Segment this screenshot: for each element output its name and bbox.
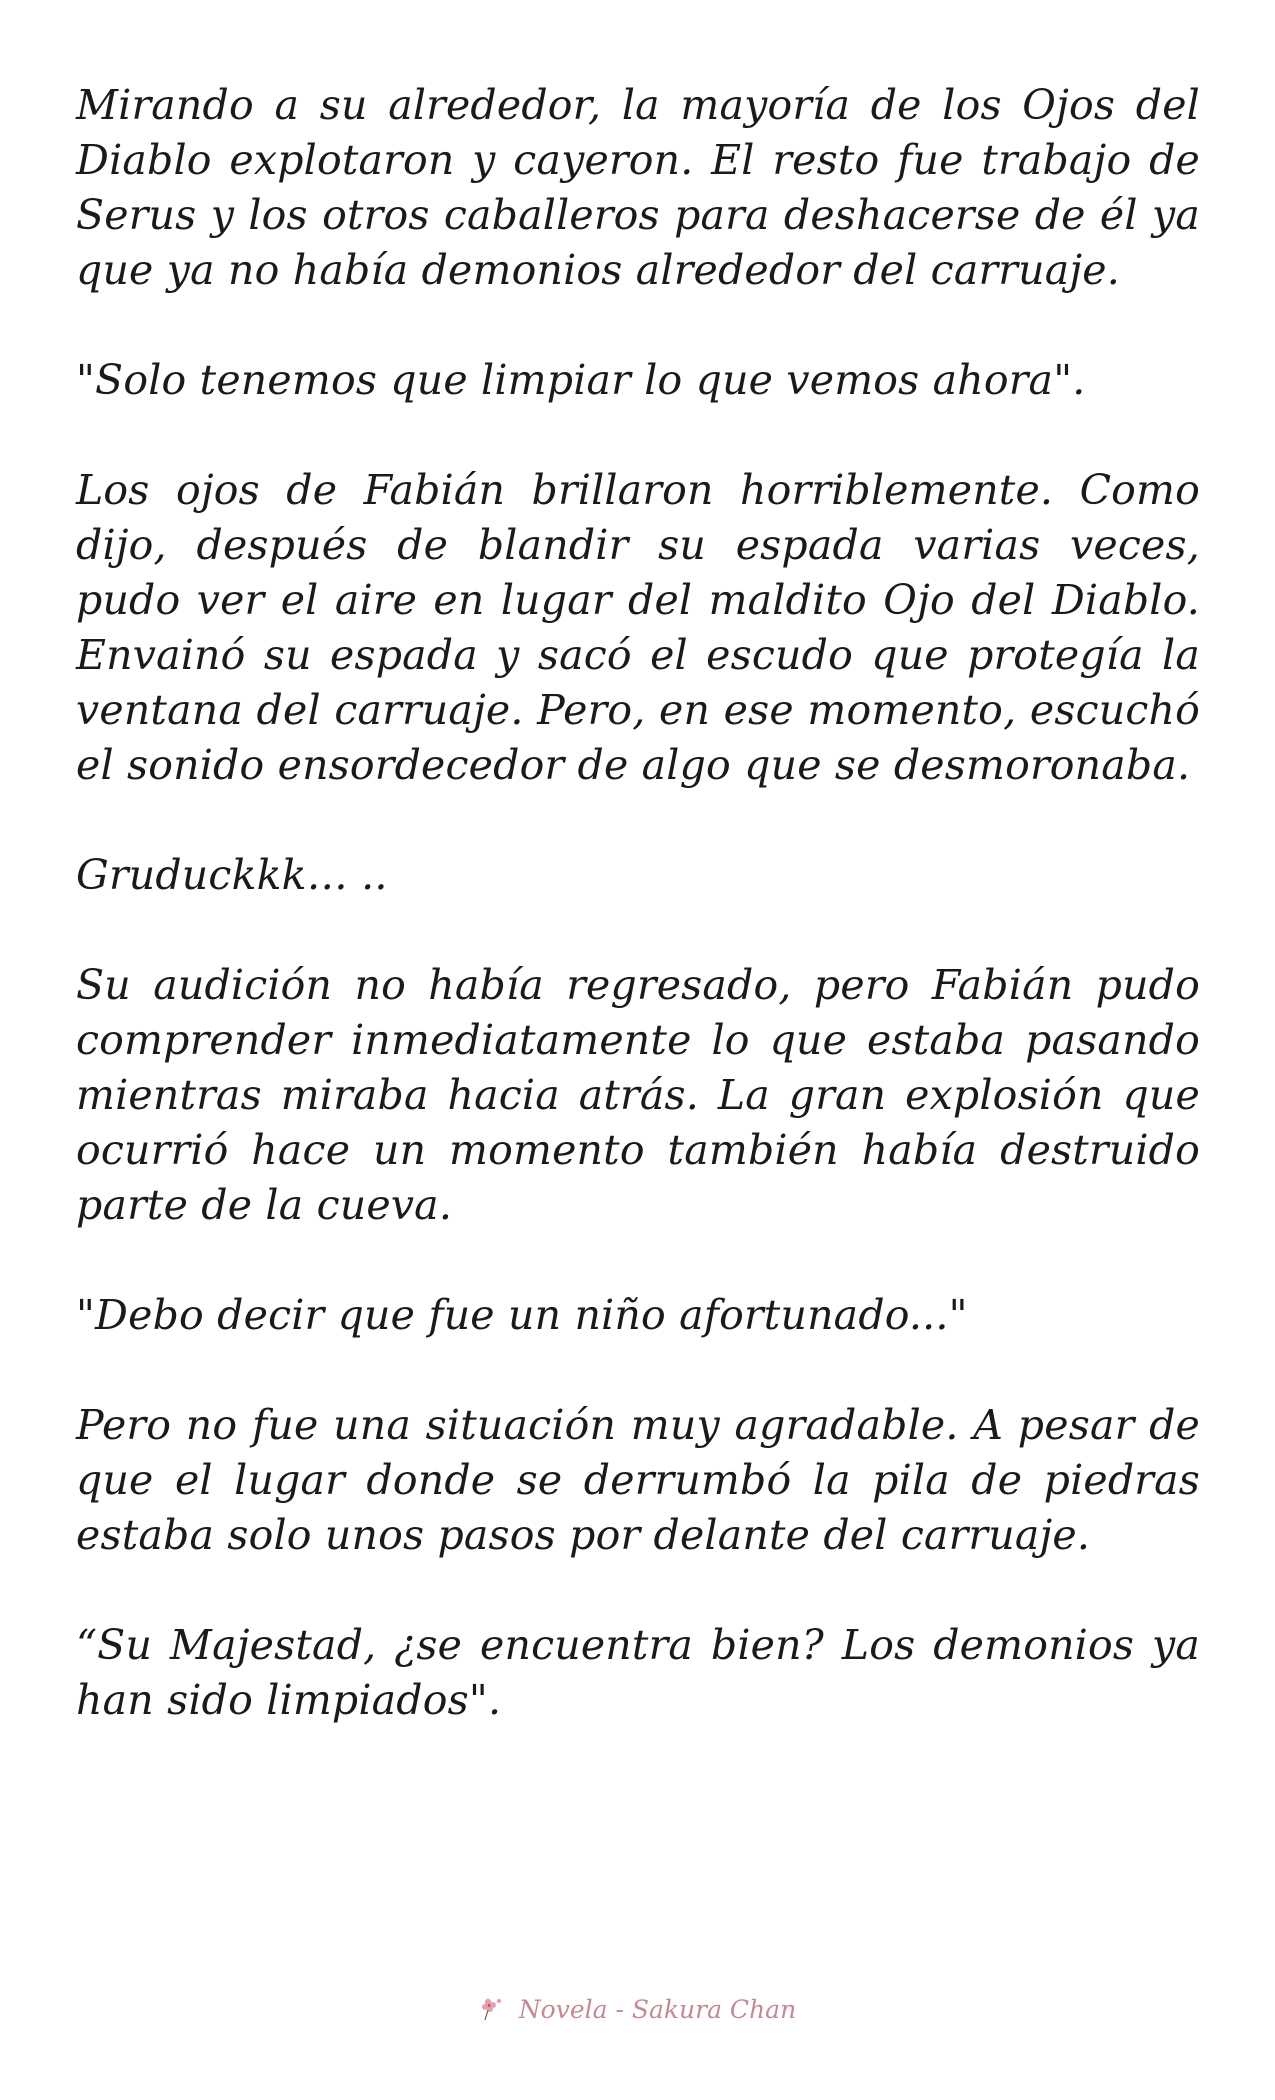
watermark — [0, 1995, 1275, 2024]
paragraph-7: Pero no fue una situación muy agradable. A pesar de que el lugar donde se derrumbó la pila de piedras estaba solo unos pasos por delante del carruaje. — [76, 1401, 1200, 1559]
paragraph-5: Su audición no había regresado, pero Fabián pudo comprender inmediatamente lo que estaba pasando mientras miraba hacia atrás. La gran explosión que ocurrió hace un momento también había destruido parte de la cueva. — [76, 961, 1200, 1229]
paragraph-8: “Su Majestad, ¿se encuentra bien? Los demonios ya han sido limpiados". — [76, 1621, 1200, 1724]
watermark-text: Novela - Sakura Chan — [518, 1995, 797, 2024]
document-body — [76, 78, 1200, 1728]
sakura-flower-icon — [479, 1996, 505, 2022]
paragraph-1: Mirando a su alrededor, la mayoría de los Ojos del Diablo explotaron y cayeron. El resto fue trabajo de Serus y los otros caballeros para deshacerse de él ya que ya no había demonios alrededor del carruaje. — [76, 81, 1200, 294]
paragraph-2: "Solo tenemos que limpiar lo que vemos ahora". — [76, 356, 1086, 404]
paragraph-6: "Debo decir que fue un niño afortunado..." — [76, 1291, 968, 1339]
paragraph-4: Gruduckkk… .. — [76, 851, 388, 899]
paragraph-3: Los ojos de Fabián brillaron horriblemente. Como dijo, después de blandir su espada varias veces, pudo ver el aire en lugar del maldito Ojo del Diablo. Envainó su espada y sacó el escudo que protegía la ventana del carruaje. Pero, en ese momento, escuchó el sonido ensordecedor de algo que se desmoronaba. — [76, 466, 1200, 789]
